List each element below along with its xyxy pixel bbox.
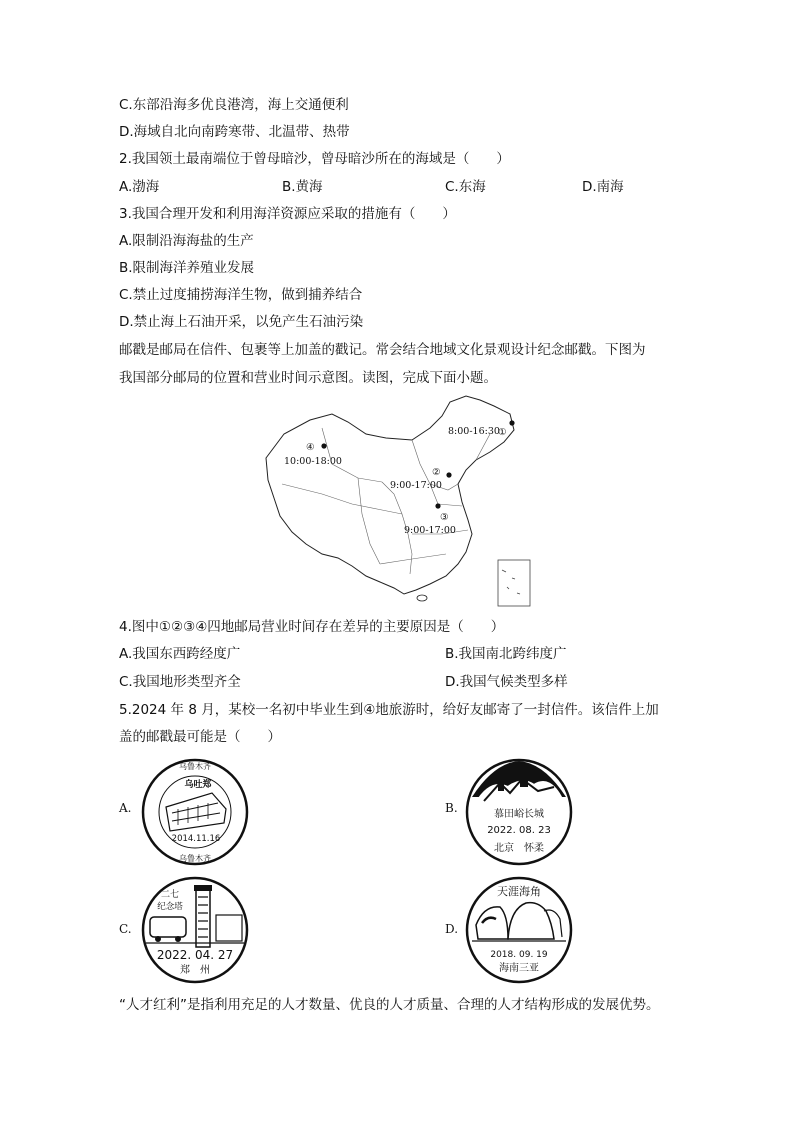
option-c-prev: C.东部沿海多优良港湾，海上交通便利 [119, 97, 349, 113]
option-d-prev: D.海域自北向南跨寒带、北温带、热带 [119, 124, 350, 140]
question-3: 3.我国合理开发和利用海洋资源应采取的措施有（ ） [119, 206, 456, 222]
question-4: 4.图中①②③④四地邮局营业时间存在差异的主要原因是（ ） [119, 619, 505, 635]
q4-option-d: D.我国气候类型多样 [445, 674, 568, 690]
stamp-c [140, 875, 250, 985]
office-2-hours: 9:00-17:00 [390, 480, 442, 491]
office-1-marker: ① [498, 427, 507, 438]
stamp-b-date: 2022. 08. 23 [487, 825, 551, 836]
intro-paragraph-line1: 邮戳是邮局在信件、包裹等上加盖的戳记。常会结合地域文化景观设计纪念邮戳。下图为 [119, 342, 646, 358]
stamp-d-date: 2018. 09. 19 [490, 950, 548, 960]
stamp-b-label: B. [445, 801, 458, 815]
stamp-b-bottom-text: 北京 怀柔 [494, 843, 544, 854]
china-post-office-map [262, 394, 532, 609]
stamp-d-bottom-text: 海南三亚 [499, 963, 539, 974]
intro-paragraph-line2: 我国部分邮局的位置和营业时间示意图。读图，完成下面小题。 [119, 370, 497, 386]
q3-option-d: D.禁止海上石油开采，以免产生石油污染 [119, 314, 364, 330]
stamp-d [464, 875, 574, 985]
stamp-a-label: A. [119, 801, 132, 815]
office-1-hours: 8:00-16:30 [448, 426, 500, 437]
stamp-b-place: 慕田峪长城 [494, 809, 544, 820]
stamp-a-mid-text: 乌吐郑 [184, 780, 212, 790]
q2-option-a: A.渤海 [119, 179, 160, 195]
china-outline [262, 394, 532, 609]
q3-option-a: A.限制沿海海盐的生产 [119, 233, 254, 249]
q2-option-d: D.南海 [582, 179, 624, 195]
stamp-b [464, 757, 574, 867]
office-3-marker: ③ [440, 512, 449, 523]
q4-option-c: C.我国地形类型齐全 [119, 674, 241, 690]
office-2-marker: ② [432, 467, 441, 478]
q2-option-b: B.黄海 [282, 179, 323, 195]
stamp-d-label: D. [445, 922, 459, 936]
q3-option-b: B.限制海洋养殖业发展 [119, 260, 255, 276]
stamp-c-date: 2022. 04. 27 [156, 948, 234, 962]
stamp-c-bottom-text: 郑 州 [180, 965, 210, 976]
stamp-d-place: 天涯海角 [497, 885, 541, 898]
question-2: 2.我国领土最南端位于曾母暗沙，曾母暗沙所在的海域是（ ） [119, 151, 510, 167]
question-5-line1: 5.2024 年 8 月，某校一名初中毕业生到④地旅游时，给好友邮寄了一封信件。该信件上加 [119, 702, 659, 718]
q2-option-c: C.东海 [445, 179, 486, 195]
stamp-a [140, 757, 250, 867]
office-4-marker: ④ [306, 442, 315, 453]
q3-option-c: C.禁止过度捕捞海洋生物，做到捕养结合 [119, 287, 363, 303]
closing-paragraph: “人才红利”是指利用充足的人才数量、优良的人才质量、合理的人才结构形成的发展优势。 [119, 997, 660, 1013]
office-4-hours: 10:00-18:00 [284, 456, 342, 467]
q4-option-b: B.我国南北跨纬度广 [445, 646, 567, 662]
stamp-c-place: 二七 [160, 890, 180, 900]
question-5-line2: 盖的邮戳最可能是（ ） [119, 729, 281, 745]
office-3-hours: 9:00-17:00 [404, 525, 456, 536]
stamp-a-bottom-text: 乌鲁木齐 [179, 854, 211, 863]
stamp-a-date: 2014.11.16 [171, 834, 221, 844]
q4-option-a: A.我国东西跨经度广 [119, 646, 241, 662]
stamp-c-label: C. [119, 922, 132, 936]
stamp-c-place2: 纪念塔 [157, 902, 183, 912]
stamp-a-top-text: 乌鲁木齐 [179, 762, 211, 771]
